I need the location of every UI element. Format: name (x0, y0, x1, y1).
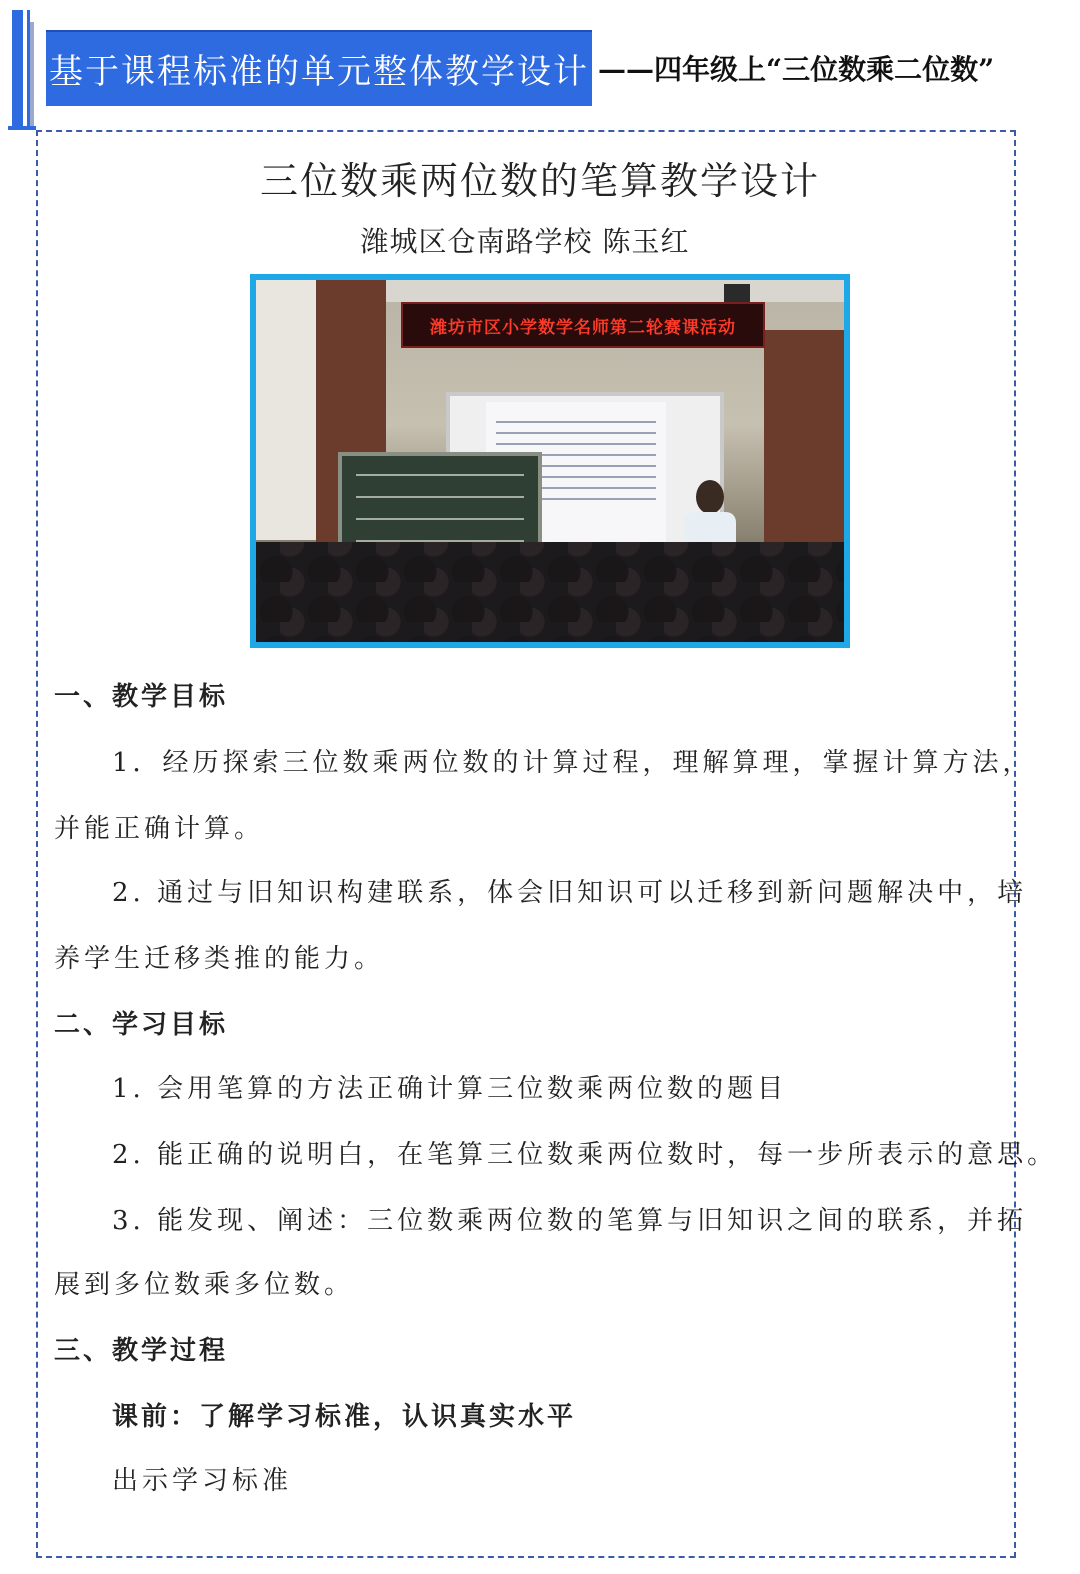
section-heading-teaching-goals: 一、教学目标 (54, 682, 229, 712)
teaching-goal-1-line-1: 1．经历探索三位数乘两位数的计算过程，理解算理，掌握计算方法， (112, 748, 1033, 778)
classroom-photo (250, 274, 850, 648)
header-banner-title: 基于课程标准的单元整体教学设计 (49, 51, 589, 92)
accent-frame-line (30, 22, 34, 130)
teaching-goal-2-line-1: 2. 通过与旧知识构建联系，体会旧知识可以迁移到新问题解决中，培 (112, 878, 1028, 908)
teaching-process-text: 出示学习标准 (112, 1466, 293, 1496)
teaching-goal-2-line-2: 养学生迁移类推的能力。 (54, 944, 385, 974)
learning-goal-2: 2. 能正确的说明白，在笔算三位数乘两位数时，每一步所表示的意思。 (112, 1140, 1058, 1170)
led-sign (401, 302, 765, 348)
teaching-goal-1-line-2: 并能正确计算。 (54, 814, 265, 844)
led-sign-text: 潍坊市区小学数学名师第二轮赛课活动 (430, 317, 736, 338)
header-banner (46, 30, 592, 106)
photo-window (256, 280, 316, 540)
learning-goal-3-line-1: 3. 能发现、阐述：三位数乘两位数的笔算与旧知识之间的联系，并拓 (112, 1206, 1028, 1236)
header-subtitle: ——四年级上“三位数乘二位数” (598, 53, 995, 86)
document-title: 三位数乘两位数的笔算教学设计 (259, 159, 820, 203)
teaching-process-subheading: 课前：了解学习标准，认识真实水平 (112, 1402, 577, 1432)
accent-bar-bottom (8, 126, 36, 130)
document-author: 潍城区仓南路学校 陈玉红 (360, 225, 690, 258)
learning-goal-3-line-2: 展到多位数乘多位数。 (54, 1270, 355, 1300)
learning-goal-1: 1. 会用笔算的方法正确计算三位数乘两位数的题目 (112, 1074, 788, 1104)
teacher-figure (696, 480, 724, 514)
section-heading-teaching-process: 三、教学过程 (54, 1336, 229, 1366)
section-heading-learning-goals: 二、学习目标 (54, 1010, 229, 1040)
students-crowd (256, 542, 844, 642)
